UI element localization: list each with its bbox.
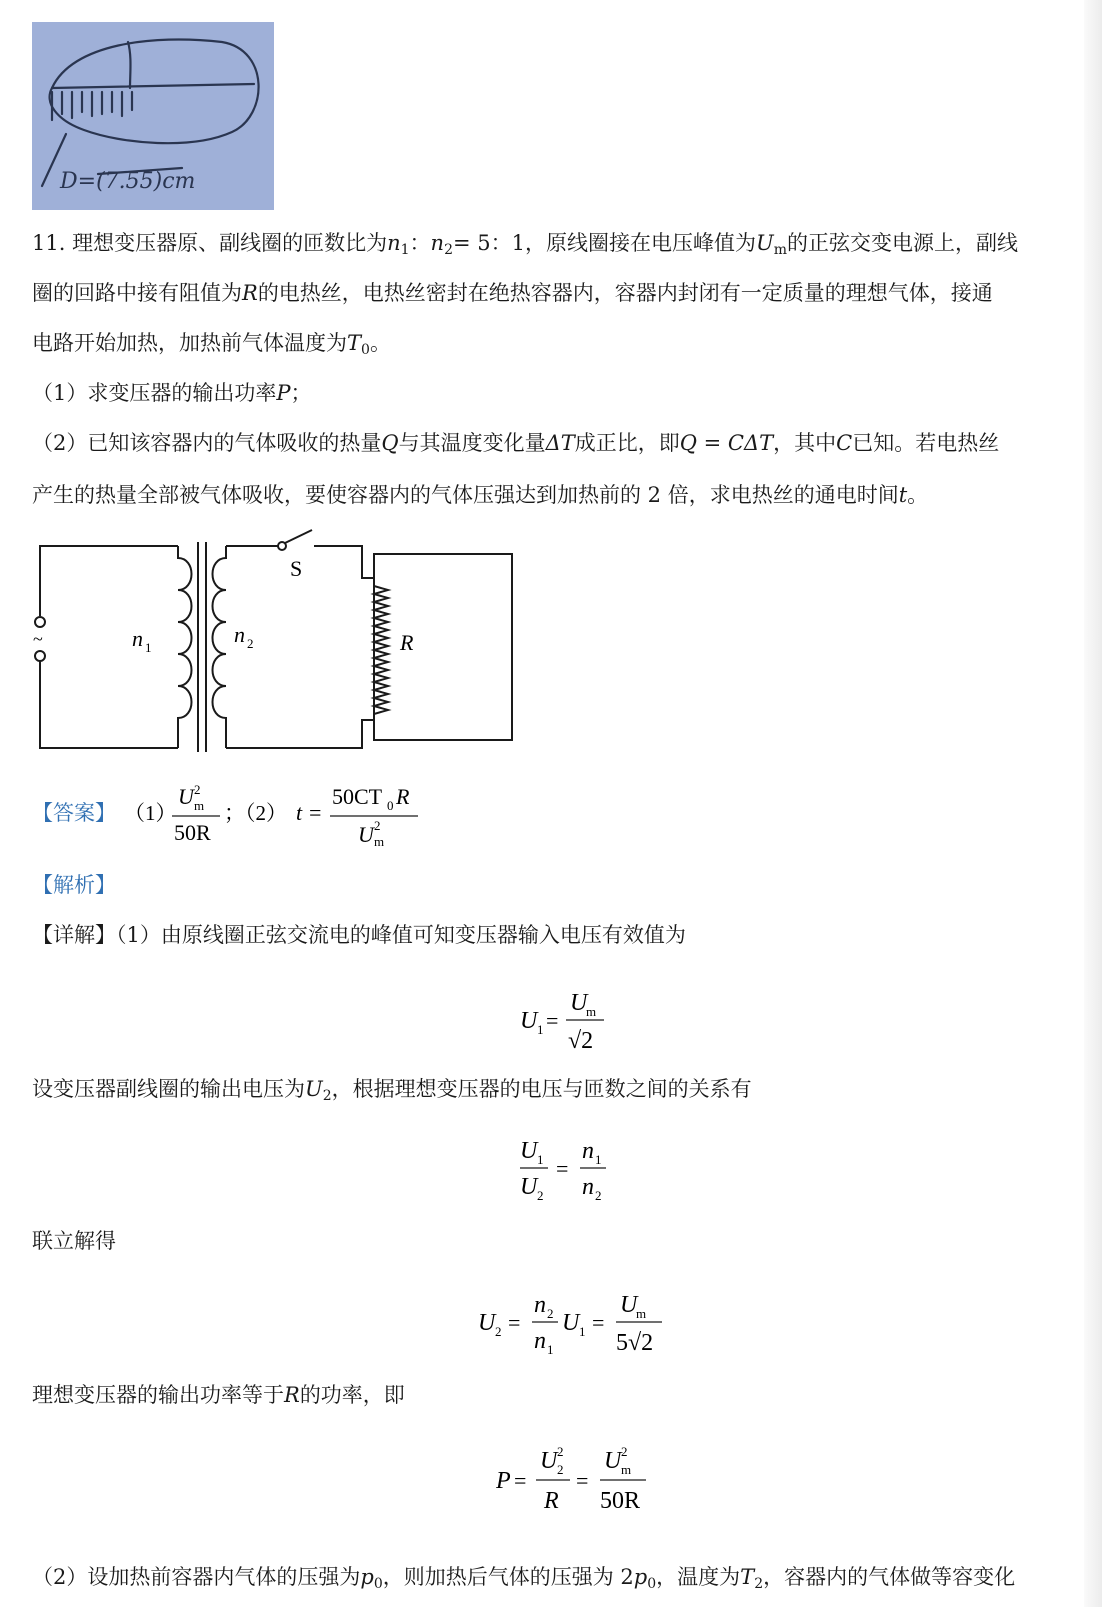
text: 的电热丝，电热丝密封在绝热容器内，容器内封闭有一定质量的理想气体，接通: [257, 281, 993, 305]
question-number: 11.: [32, 231, 66, 255]
eq3-eq: =: [508, 1310, 521, 1335]
question-line-3: [32, 328, 391, 365]
text: ：: [409, 231, 431, 255]
detail-tag: 【详解】: [32, 923, 116, 947]
detail-line-5: [32, 1562, 1015, 1599]
question-line-2: [32, 278, 993, 308]
eq3-sub: 2: [495, 1324, 502, 1339]
text: 产生的热量全部被气体吸收，要使容器内的气体压强达到加热前的 2 倍，求电热丝的通电时间: [32, 483, 899, 507]
switch-label: S: [290, 556, 303, 581]
eq3-fd-sub: 1: [547, 1342, 554, 1357]
eq4-fn: U: [540, 1448, 558, 1474]
resistor-label: R: [400, 630, 414, 655]
text: ，其中: [773, 431, 837, 455]
var-p: P: [276, 381, 291, 405]
photo-caption: D=(7.55)cm: [60, 169, 196, 194]
question-part-1: [32, 378, 312, 408]
sub: m: [773, 242, 787, 258]
ans2-den-sub: m: [374, 834, 385, 849]
text: （1）求变压器的输出功率: [32, 381, 277, 405]
handwritten-photo: [32, 22, 274, 210]
text: 已知。若电热丝: [852, 431, 1000, 455]
sub: 1: [400, 242, 410, 258]
text: 与其温度变化量: [398, 431, 546, 455]
eq3-u: U: [478, 1310, 496, 1336]
eq3-eq2: =: [592, 1310, 605, 1335]
handwritten-sketch: [32, 22, 274, 210]
eq3-rn-sub: m: [636, 1306, 647, 1321]
ans2-num-end: R: [396, 784, 410, 809]
var-u: U: [305, 1077, 323, 1101]
answer-part-1: （1）: [124, 801, 177, 825]
n2-label: n: [234, 622, 245, 647]
detail-line-4: [32, 1380, 405, 1410]
question-line-1: [32, 228, 1018, 265]
eq3-rn: U: [620, 1292, 638, 1318]
var-delta-t: ΔT: [545, 431, 575, 455]
eq1-num: U: [570, 990, 588, 1016]
text: = 5：1，原线圈接在电压峰值为: [453, 231, 756, 255]
var-q: Q: [381, 431, 399, 455]
ans1-num: U: [178, 784, 194, 809]
eq1-u: U: [520, 1008, 538, 1034]
ans1-den: 50R: [174, 820, 211, 845]
eq4-rn-sub: m: [621, 1462, 632, 1477]
eq1-num-sub: m: [586, 1004, 597, 1019]
var-p0: p: [633, 1565, 648, 1589]
eq4-p: P: [496, 1468, 511, 1494]
formula-q: Q = CΔT: [679, 431, 774, 455]
text: 圈的回路中接有阻值为: [32, 281, 242, 305]
ans2-num: 50CT: [332, 784, 383, 809]
source-symbol: ~: [33, 629, 43, 649]
ans2-num-sub: 0: [387, 798, 394, 813]
eq3-rd: 5√2: [616, 1330, 654, 1356]
question-part-2-line-2: [32, 480, 928, 510]
var-u: U: [756, 231, 774, 255]
analysis-tag: 【解析】: [32, 873, 116, 897]
sub: 2: [444, 242, 453, 258]
var-c: C: [836, 431, 853, 455]
equation-ratio: [520, 1124, 640, 1214]
text: （2）设加热前容器内气体的压强为: [32, 1565, 361, 1589]
transformer-circuit-diagram: [28, 528, 528, 768]
eq4-eq2: =: [576, 1468, 589, 1493]
eq4-fd: R: [544, 1488, 559, 1514]
text: 的功率，即: [299, 1383, 405, 1407]
equation-power: [496, 1432, 676, 1532]
sub: 0: [373, 1576, 383, 1592]
text: （2）已知该容器内的气体吸收的热量: [32, 431, 382, 455]
answer-line: [32, 782, 452, 858]
eq3-fd: n: [534, 1328, 546, 1354]
eq3-u1-sub: 1: [579, 1324, 586, 1339]
text: ，根据理想变压器的电压与匝数之间的关系有: [331, 1077, 752, 1101]
text: 理想变压器的输出功率等于: [32, 1383, 284, 1407]
text: ；: [290, 381, 312, 405]
ans2-den: U: [358, 822, 374, 847]
n1-label: n: [132, 626, 143, 651]
var-n: n: [387, 231, 401, 255]
detail-line-3: 联立解得: [32, 1229, 116, 1253]
eq2-den-l-sub: 2: [537, 1188, 544, 1203]
var-n: n: [430, 231, 445, 255]
text: 成正比，即: [574, 431, 680, 455]
ans2-den-sup: 2: [374, 818, 381, 833]
sub: 0: [647, 1576, 657, 1592]
eq4-eq: =: [514, 1468, 527, 1493]
n1-sub: 1: [145, 640, 152, 655]
text: 电路开始加热，加热前气体温度为: [32, 331, 347, 355]
var-t-time: t: [898, 483, 908, 507]
eq4-fn-sup: 2: [557, 1444, 564, 1459]
eq4-rn: U: [604, 1448, 622, 1474]
answer-sep: ；（2）: [224, 801, 287, 825]
text: 。: [369, 331, 391, 355]
eq2-den-r: n: [582, 1174, 594, 1200]
eq3-u1: U: [562, 1310, 580, 1336]
eq2-num-r: n: [582, 1138, 594, 1164]
right-edge-shadow: [1084, 0, 1102, 1607]
var-t: T: [347, 331, 362, 355]
eq2-den-l: U: [520, 1174, 538, 1200]
ans1-sup: 2: [194, 782, 201, 797]
eq3-fn-sub: 2: [547, 1306, 554, 1321]
text: ，则加热后气体的压强为 2: [382, 1565, 634, 1589]
eq3-fn: n: [534, 1292, 546, 1318]
text: ，温度为: [656, 1565, 741, 1589]
eq2-num-r-sub: 1: [595, 1152, 602, 1167]
var-t2: T: [740, 1565, 755, 1589]
question-part-2-line-1: [32, 428, 999, 458]
equation-u1: [520, 978, 640, 1068]
sub: 0: [361, 342, 370, 358]
eq1-eq: =: [546, 1008, 559, 1033]
n2-sub: 2: [247, 636, 254, 651]
answer-tag: 【答案】: [32, 801, 116, 825]
sub: 2: [754, 1576, 764, 1592]
sub: 2: [322, 1088, 332, 1104]
eq2-eq: =: [556, 1156, 569, 1181]
equation-u2: [478, 1280, 698, 1370]
ans1-sub: m: [194, 798, 205, 813]
eq2-num-l: U: [520, 1138, 538, 1164]
eq1-den: √2: [568, 1028, 594, 1054]
text: （1）由原线圈正弦交流电的峰值可知变压器输入电压有效值为: [116, 923, 686, 947]
text: ，容器内的气体做等容变化: [763, 1565, 1016, 1589]
eq4-rd: 50R: [600, 1488, 641, 1514]
detail-line-2: [32, 1074, 752, 1111]
detail-line-1: [32, 920, 686, 950]
eq4-rn-sup: 2: [621, 1444, 628, 1459]
eq2-den-r-sub: 2: [595, 1188, 602, 1203]
text: 。: [907, 483, 929, 507]
ans2-t: t =: [296, 800, 323, 825]
eq2-num-l-sub: 1: [537, 1152, 544, 1167]
text: 的正弦交变电源上，副线: [786, 231, 1018, 255]
eq4-fn-sub: 2: [557, 1462, 564, 1477]
var-r: R: [242, 281, 258, 305]
text: 理想变压器原、副线圈的匝数比为: [72, 231, 388, 255]
var-r: R: [284, 1383, 300, 1407]
text: 设变压器副线圈的输出电压为: [32, 1077, 305, 1101]
eq1-sub: 1: [537, 1022, 544, 1037]
var-p0: p: [360, 1565, 374, 1589]
